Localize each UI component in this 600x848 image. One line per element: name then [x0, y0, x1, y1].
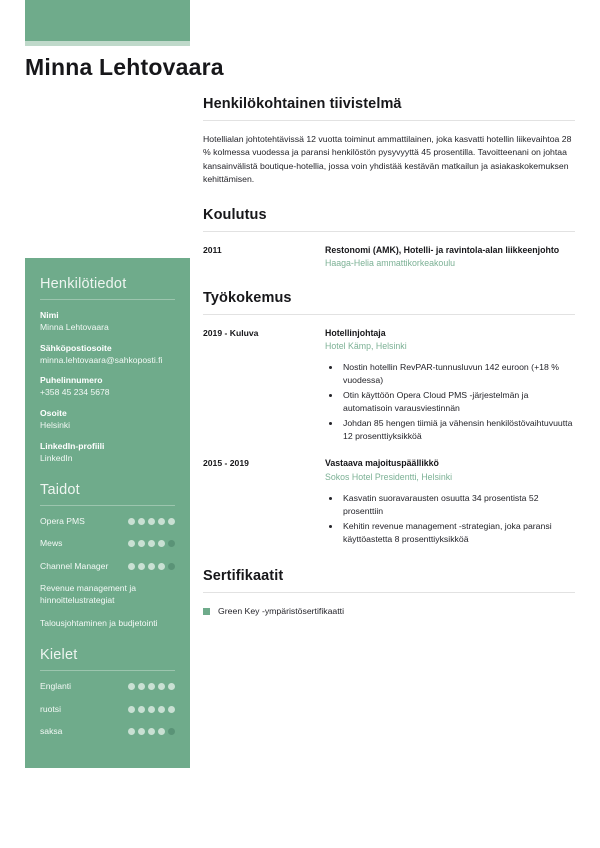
square-bullet-icon — [203, 608, 210, 615]
certificate-item — [203, 605, 575, 618]
divider — [203, 231, 575, 232]
rating-dot-filled — [158, 518, 165, 525]
entry-organization: Sokos Hotel Presidentti, Helsinki — [325, 471, 453, 482]
rating-dot-filled — [148, 540, 155, 547]
personal-info-label: Puhelinnumero — [40, 375, 103, 386]
entry-bullet-list — [341, 492, 575, 546]
sidebar-heading-languages: Kielet — [40, 647, 78, 664]
education-entry-list — [203, 244, 575, 270]
rating-label: Opera PMS — [40, 515, 85, 526]
entry-bullet: • Otin käyttöön Opera Cloud PMS -järjestelmän ja automatisoin varausviestinnän — [341, 389, 575, 415]
rating-label: Revenue management ja hinnoittelustrategiat — [40, 583, 137, 606]
rating-dot-filled — [138, 683, 145, 690]
rating-label: Mews — [40, 538, 63, 549]
sidebar-section-skills — [40, 482, 175, 630]
section-certificates — [203, 568, 575, 618]
rating-dot-filled — [138, 540, 145, 547]
section-heading-education: Koulutus — [203, 206, 267, 223]
rating-dot-filled — [128, 540, 135, 547]
summary-text: Hotellialan johtotehtävissä 12 vuotta toiminut ammattilainen, joka kasvatti hotellin liikevaihtoa 28 % kolmessa vuodessa ja paransi henkilöstön pysyvyyttä 45 prosentilla. Tavoitteenani on johtaa kansainvälistä boutique-hotellia, jossa voin yhdistää kestävän matkailun ja asiakaskokemuksen kehittämisen. — [203, 134, 572, 185]
entry-organization: Haaga-Helia ammattikorkeakoulu — [325, 258, 456, 269]
resume-entry — [203, 457, 575, 548]
entry-title: Restonomi (AMK), Hotelli- ja ravintola-alan liikkeenjohto — [325, 244, 560, 255]
page-title: Minna Lehtovaara — [25, 54, 224, 80]
sidebar — [25, 258, 190, 768]
rating-row — [40, 618, 175, 630]
section-heading-experience: Työkokemus — [203, 289, 292, 306]
personal-info-label: LinkedIn-profiili — [40, 440, 105, 451]
entry-bullet: • Kehitin revenue management -strategian, joka paransi käyttöastetta 8 prosenttiyksikköä — [341, 520, 575, 546]
rating-dot-filled — [138, 706, 145, 713]
rating-dot-filled — [158, 706, 165, 713]
rating-row — [40, 583, 175, 606]
rating-dot-filled — [128, 728, 135, 735]
rating-dot-filled — [138, 518, 145, 525]
rating-dot-filled — [158, 540, 165, 547]
resume-entry — [203, 327, 575, 446]
rating-label: Talousjohtaminen ja budjetointi — [40, 617, 158, 628]
rating-row — [40, 516, 175, 528]
personal-info-value: LinkedIn — [40, 452, 73, 463]
personal-info-value: Helsinki — [40, 420, 71, 431]
rating-dot-filled — [158, 563, 165, 570]
rating-dots — [128, 561, 175, 570]
entry-organization: Hotel Kämp, Helsinki — [325, 340, 407, 351]
sidebar-heading-skills: Taidot — [40, 481, 80, 498]
rating-label: ruotsi — [40, 703, 62, 714]
skills-list — [40, 516, 175, 630]
entry-title: Hotellinjohtaja — [325, 327, 386, 338]
entry-date: 2015 - 2019 — [203, 458, 249, 469]
personal-info-list — [40, 310, 175, 464]
entry-bullet: • Nostin hotellin RevPAR-tunnusluvun 142 euroon (+18 % vuodessa) — [341, 361, 575, 387]
personal-info-item — [40, 310, 175, 333]
experience-entry-list — [203, 327, 575, 549]
rating-dot-filled — [138, 728, 145, 735]
rating-row — [40, 561, 175, 573]
rating-dot-filled — [168, 706, 175, 713]
rating-dot-filled — [128, 563, 135, 570]
sidebar-section-languages — [40, 647, 175, 738]
main-content — [203, 96, 575, 638]
entry-date: 2011 — [203, 244, 222, 255]
header-accent-band — [25, 0, 190, 46]
personal-info-value: Minna Lehtovaara — [40, 322, 109, 332]
rating-dot-empty — [168, 563, 175, 570]
section-experience — [203, 290, 575, 549]
rating-dot-filled — [148, 683, 155, 690]
certificate-label: Green Key -ympäristösertifikaatti — [218, 606, 345, 617]
rating-dot-filled — [128, 518, 135, 525]
rating-row — [40, 538, 175, 550]
divider — [40, 670, 175, 671]
rating-dots — [128, 681, 175, 690]
rating-dots — [128, 538, 175, 547]
entry-body — [325, 327, 575, 446]
entry-bullet: • Kasvatin suoravarausten osuutta 34 prosentista 52 prosenttiin — [341, 492, 575, 518]
rating-dot-filled — [138, 563, 145, 570]
header-band-solid — [25, 0, 190, 41]
rating-dot-empty — [168, 540, 175, 547]
rating-label: Englanti — [40, 681, 72, 692]
divider — [40, 505, 175, 506]
rating-dot-filled — [128, 706, 135, 713]
rating-dot-filled — [158, 683, 165, 690]
rating-dot-filled — [168, 683, 175, 690]
personal-info-label: Sähköpostiosoite — [40, 342, 112, 353]
resume-entry — [203, 244, 575, 270]
divider — [203, 314, 575, 315]
entry-bullet: • Johdan 85 hengen tiimiä ja vähensin henkilöstövaihtuvuutta 12 prosenttiyksikköä — [341, 417, 575, 443]
rating-dots — [128, 726, 175, 735]
personal-info-label: Nimi — [40, 310, 59, 320]
certificate-list — [203, 605, 575, 618]
rating-dot-filled — [148, 518, 155, 525]
divider — [40, 299, 175, 300]
rating-dots — [128, 704, 175, 713]
divider — [203, 592, 575, 593]
sidebar-section-personal-info — [40, 276, 175, 464]
rating-dot-filled — [128, 683, 135, 690]
rating-dot-filled — [148, 706, 155, 713]
personal-info-value: minna.lehtovaara@sahkoposti.fi — [40, 354, 163, 365]
personal-info-label: Osoite — [40, 408, 67, 419]
section-heading-certificates: Sertifikaatit — [203, 568, 284, 585]
rating-row — [40, 704, 175, 716]
rating-row — [40, 681, 175, 693]
divider — [203, 120, 575, 121]
sidebar-heading-personal-info: Henkilötiedot — [40, 276, 127, 292]
entry-body — [325, 457, 575, 548]
languages-list — [40, 681, 175, 738]
personal-info-value: +358 45 234 5678 — [40, 387, 110, 398]
entry-date: 2019 - Kuluva — [203, 327, 259, 338]
rating-dot-filled — [158, 728, 165, 735]
personal-info-item — [40, 408, 175, 431]
rating-dot-filled — [168, 518, 175, 525]
personal-info-item — [40, 375, 175, 398]
rating-label: saksa — [40, 726, 63, 737]
rating-dot-filled — [148, 563, 155, 570]
entry-bullet-list — [341, 361, 575, 443]
rating-dot-filled — [148, 728, 155, 735]
rating-dot-empty — [168, 728, 175, 735]
entry-title: Vastaava majoituspäällikkö — [325, 458, 439, 469]
section-education — [203, 207, 575, 270]
personal-info-item — [40, 441, 175, 464]
entry-body — [325, 244, 575, 270]
section-heading-summary: Henkilökohtainen tiivistelmä — [203, 96, 402, 112]
header-band-light-strip — [25, 41, 190, 46]
section-summary — [203, 96, 575, 187]
rating-label: Channel Manager — [40, 560, 109, 571]
rating-row — [40, 726, 175, 738]
personal-info-item — [40, 343, 175, 366]
rating-dots — [128, 516, 175, 525]
